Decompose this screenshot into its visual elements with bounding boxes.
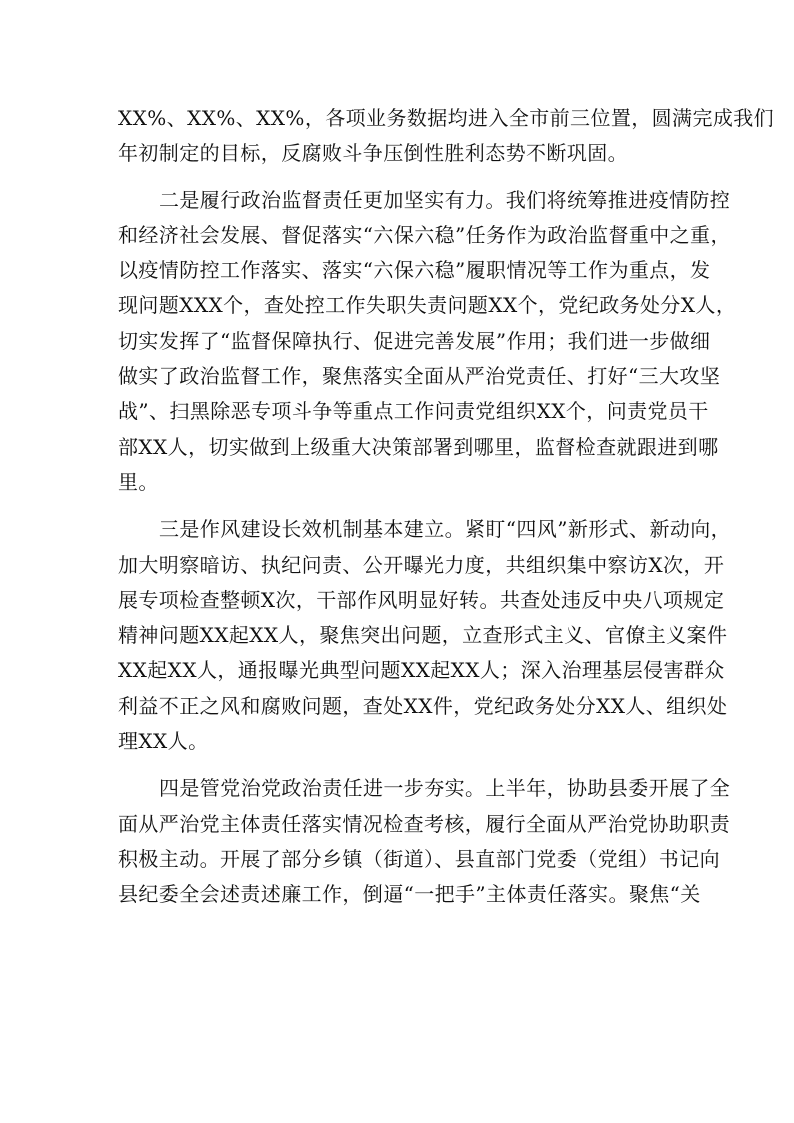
document-body [118,101,775,913]
text-line: 加大明察暗访、执纪问责、公开曝光力度，共组织集中察访X次，开 [118,552,725,577]
text-line: 四是管党治党政治责任进一步夯实。上半年，协助县委开展了全 [159,776,731,801]
text-line: 三是作风建设长效机制基本建立。紧盯“四风”新形式、新动向， [159,517,732,542]
text-line: 面从严治党主体责任落实情况检查考核，履行全面从严治党协助职责 [118,811,730,836]
text-line: 积极主动。开展了部分乡镇（街道）、县直部门党委（党组）书记向 [118,846,720,871]
text-line: 理XX人。 [118,729,209,754]
text-line: 现问题XXX个，查处控工作失职失责问题XX个，党纪政务处分X人， [118,293,737,318]
text-line: 展专项检查整顿X次，干部作风明显好转。共查处违反中央八项规定 [118,587,725,612]
text-line: 部XX人，切实做到上级重大决策部署到哪里，监督检查就跟进到哪 [118,434,719,459]
text-line: 年初制定的目标，反腐败斗争压倒性胜利态势不断巩固。 [118,141,628,166]
text-line: 二是履行政治监督责任更加坚实有力。我们将统筹推进疫情防控 [159,187,731,212]
text-line: 里。 [118,469,159,494]
paragraph-point-four [118,771,731,912]
text-line: 战”、扫黑除恶专项斗争等重点工作问责党组织XX个，问责党员干 [118,399,709,424]
text-line: 切实发挥了“监督保障执行、促进完善发展”作用；我们进一步做细 [118,328,711,353]
text-line: XX%、XX%、XX%，各项业务数据均进入全市前三位置，圆满完成我们 [118,106,775,130]
text-line: 做实了政治监督工作，聚焦落实全面从严治党责任、打好“三大攻坚 [118,364,721,389]
text-line: 和经济社会发展、督促落实“六保六稳”任务作为政治监督重中之重， [118,222,731,247]
paragraph-point-three [118,512,732,759]
text-line: 以疫情防控工作落实、落实“六保六稳”履职情况等工作为重点，发 [118,258,711,283]
paragraph-intro-continuation [118,101,775,172]
text-line: 县纪委全会述责述廉工作，倒逼“一把手”主体责任落实。聚焦“关 [118,882,701,907]
text-line: XX起XX人，通报曝光典型问题XX起XX人；深入治理基层侵害群众 [118,658,725,683]
text-line: 利益不正之风和腐败问题，查处XX件，党纪政务处分XX人、组织处 [118,693,728,718]
paragraph-point-two [118,183,737,501]
text-line: 精神问题XX起XX人，聚焦突出问题，立查形式主义、官僚主义案件 [118,623,728,648]
